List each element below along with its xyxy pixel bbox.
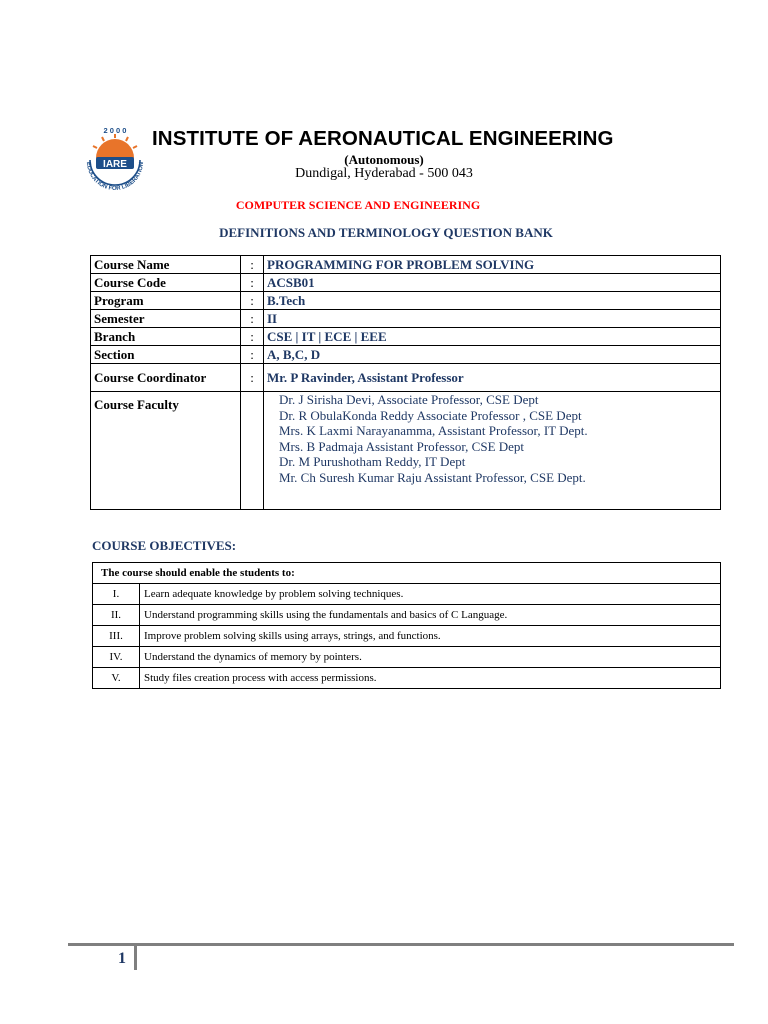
objective-text: Understand the dynamics of memory by pointers. xyxy=(140,647,721,668)
row-label: Section xyxy=(91,346,241,364)
logo-text: IARE xyxy=(103,159,127,170)
row-colon-empty xyxy=(241,392,264,510)
objectives-table xyxy=(92,562,721,689)
objective-text: Learn adequate knowledge by problem solving techniques. xyxy=(140,584,721,605)
table-row xyxy=(91,292,721,310)
row-label: Course Name xyxy=(91,256,241,274)
page-number: 1 xyxy=(118,950,126,967)
faculty-row xyxy=(91,392,721,510)
table-row xyxy=(93,605,721,626)
institute-name: INSTITUTE OF AERONAUTICAL ENGINEERING xyxy=(152,127,614,150)
row-label: Branch xyxy=(91,328,241,346)
row-colon: : xyxy=(241,310,264,328)
row-value: CSE | IT | ECE | EEE xyxy=(264,328,721,346)
autonomous-label: (Autonomous) xyxy=(344,152,424,167)
row-colon: : xyxy=(241,364,264,392)
row-label: Semester xyxy=(91,310,241,328)
department-name: COMPUTER SCIENCE AND ENGINEERING xyxy=(235,198,481,212)
objective-number: IV. xyxy=(93,647,140,668)
objective-number: V. xyxy=(93,668,140,689)
objective-number: I. xyxy=(93,584,140,605)
table-row xyxy=(93,563,721,584)
row-colon: : xyxy=(241,274,264,292)
table-row xyxy=(93,647,721,668)
footer-rule xyxy=(68,943,734,946)
objectives-heading: COURSE OBJECTIVES: xyxy=(92,538,237,553)
objectives-intro: The course should enable the students to: xyxy=(93,563,721,584)
objective-text: Improve problem solving skills using arrays, strings, and functions. xyxy=(140,626,721,647)
faculty-member: Mrs. K Laxmi Narayanamma, Assistant Professor, IT Dept. xyxy=(279,423,588,438)
row-colon: : xyxy=(241,256,264,274)
table-row xyxy=(91,256,721,274)
table-row xyxy=(93,626,721,647)
logo-ring-text: EDUCATION FOR LIBERATION xyxy=(84,161,146,193)
table-row xyxy=(91,310,721,328)
table-row xyxy=(91,274,721,292)
table-row xyxy=(93,668,721,689)
row-colon: : xyxy=(241,328,264,346)
row-value: II xyxy=(264,310,721,328)
footer-divider xyxy=(134,946,137,970)
row-value: ACSB01 xyxy=(264,274,721,292)
row-label: Course Code xyxy=(91,274,241,292)
course-info-table xyxy=(90,255,721,510)
objective-text: Understand programming skills using the fundamentals and basics of C Language. xyxy=(140,605,721,626)
document-title: DEFINITIONS AND TERMINOLOGY QUESTION BANK xyxy=(219,225,553,240)
faculty-member: Dr. R ObulaKonda Reddy Associate Professor , CSE Dept xyxy=(279,407,582,423)
objective-number: II. xyxy=(93,605,140,626)
faculty-member: Dr. J Sirisha Devi, Associate Professor, CSE Dept xyxy=(279,392,539,407)
row-value: Mr. P Ravinder, Assistant Professor xyxy=(264,364,721,392)
faculty-list xyxy=(267,392,717,485)
row-label: Course Coordinator xyxy=(91,364,241,392)
row-label: Program xyxy=(91,292,241,310)
faculty-member: Dr. M Purushotham Reddy, IT Dept xyxy=(279,454,466,469)
logo-year: 2 0 0 0 xyxy=(103,126,127,135)
faculty-cell xyxy=(264,392,721,510)
row-value: PROGRAMMING FOR PROBLEM SOLVING xyxy=(264,256,721,274)
table-row xyxy=(93,584,721,605)
institute-address: Dundigal, Hyderabad - 500 043 xyxy=(295,166,473,181)
faculty-label: Course Faculty xyxy=(91,392,241,510)
row-value: B.Tech xyxy=(264,292,721,310)
row-value: A, B,C, D xyxy=(264,346,721,364)
row-colon: : xyxy=(241,292,264,310)
table-row xyxy=(91,328,721,346)
table-row xyxy=(91,346,721,364)
objective-text: Study files creation process with access permissions. xyxy=(140,668,721,689)
faculty-member: Mr. Ch Suresh Kumar Raju Assistant Professor, CSE Dept. xyxy=(279,469,586,485)
table-row xyxy=(91,364,721,392)
objective-number: III. xyxy=(93,626,140,647)
row-colon: : xyxy=(241,346,264,364)
faculty-member: Mrs. B Padmaja Assistant Professor, CSE Dept xyxy=(279,438,525,454)
